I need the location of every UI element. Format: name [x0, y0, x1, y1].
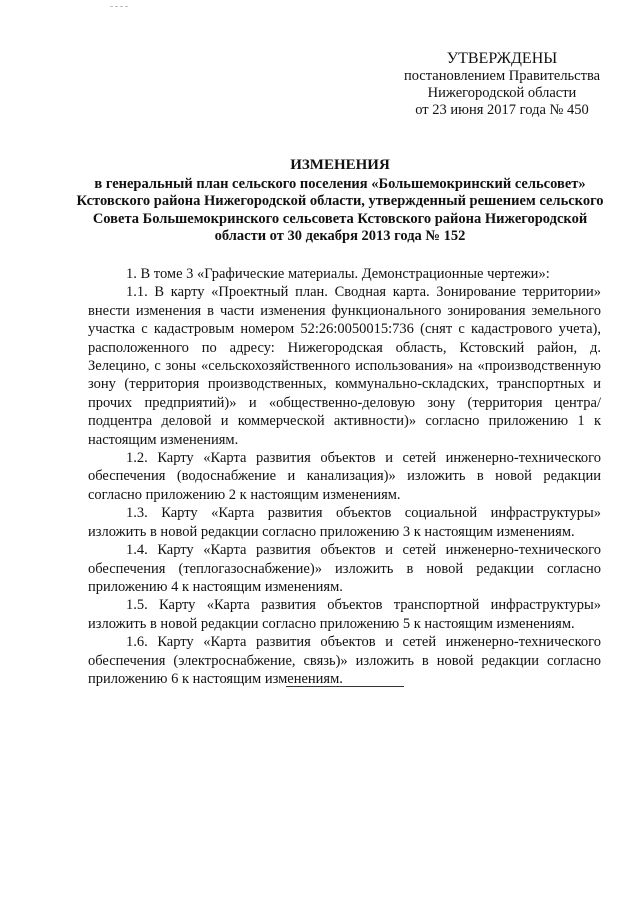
item-1: 1. В томе 3 «Графические материалы. Демонстрационные чертежи»: [126, 266, 550, 282]
approval-line-1: постановлением Правительства [403, 68, 601, 84]
document-body [88, 265, 601, 688]
approval-line-2: Нижегородской области [427, 85, 577, 101]
end-divider-line [286, 686, 404, 687]
scan-artifact-mark [110, 6, 128, 7]
item-1-3: 1.3. Карту «Карта развития объектов социальной инфраструктуры» изложить в новой редакции согласно приложению 3 к настоящим изменениям. [88, 505, 601, 540]
document-heading: ИЗМЕНЕНИЯ [290, 157, 390, 173]
item-1-4: 1.4. Карту «Карта развития объектов и сетей инженерно-технического обеспечения (теплогазоснабжение)» изложить в новой редакции согласно приложению 4 к настоящим изменениям. [88, 542, 601, 595]
approval-stamp-block [392, 50, 612, 119]
item-1-2: 1.2. Карту «Карта развития объектов и сетей инженерно-технического обеспечения (водоснабжение и канализация)» изложить в новой редакции согласно приложению 2 к настоящим изменениям. [88, 450, 601, 503]
item-1-1: 1.1. В карту «Проектный план. Сводная карта. Зонирование территории» внести изменения в части изменения функционального зонирования земельного участка с кадастровым номером 52:26:0050015:736 (снят с кадастрового учета), расположенного по адресу: Нижегородская область, Кстовский район, д. Зелецино, с зоны «сельскохозяйственного использования» на «производственную зону (территория производственных, коммунально-складских, транспортных и прочих предприятий)» и «общественно-деловую зону (территория центра/подцентра деловой и коммерческой активности)» согласно приложению 1 к настоящим изменениям. [88, 284, 601, 448]
approval-heading: УТВЕРЖДЕНЫ [446, 50, 558, 67]
document-title-block [70, 157, 610, 246]
item-1-6: 1.6. Карту «Карта развития объектов и сетей инженерно-технического обеспечения (электроснабжение, связь)» изложить в новой редакции согласно приложению 6 к настоящим изменениям. [88, 634, 601, 687]
document-subtitle: в генеральный план сельского поселения «Большемокринский сельсовет» Кстовского района Нижегородской области, утвержденный решением сельского Совета Большемокринского сельсовета Кстовского района Нижегородской области от 30 декабря 2013 года № 152 [76, 175, 604, 245]
approval-line-3: от 23 июня 2017 года № 450 [415, 102, 589, 118]
item-1-5: 1.5. Карту «Карта развития объектов транспортной инфраструктуры» изложить в новой редакции согласно приложению 5 к настоящим изменениям. [88, 597, 601, 632]
